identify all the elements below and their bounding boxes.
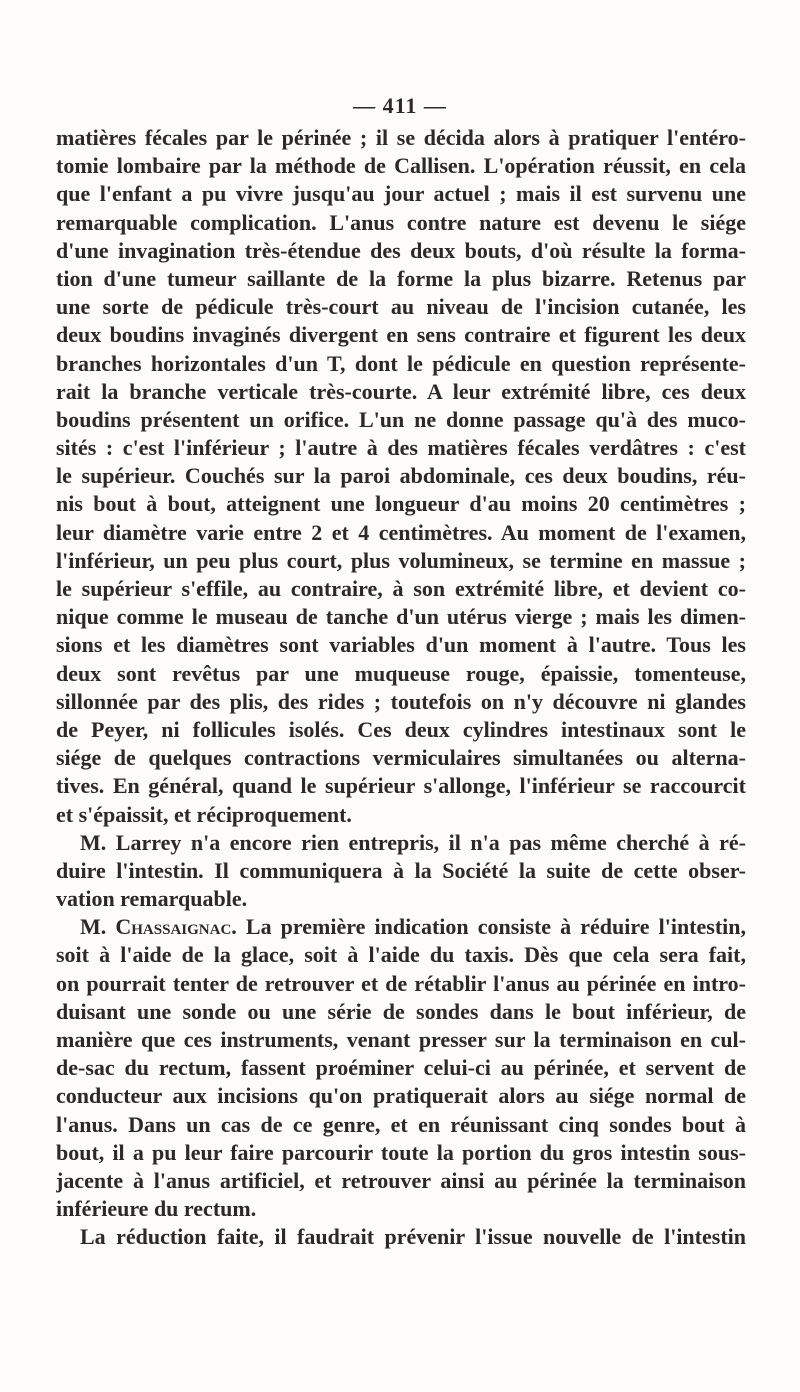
text-line: tomie lombaire par la méthode de Callisen. L'opération réussit, en cela [56,153,746,179]
text-line: de Peyer, ni follicules isolés. Ces deux cylindres intestinaux sont le [56,716,746,742]
text-line: le supérieur s'effile, au contraire, à son extrémité libre, et devient co- [56,576,746,601]
text-line: sités : c'est l'inférieur ; l'autre à des matières fécales verdâtres : c'est [56,435,746,461]
text-line: jacente à l'anus artificiel, et retrouver ainsi au périnée la terminaison [56,1167,746,1193]
text-line: conducteur aux incisions qu'on pratiquerait alors au siége normal de [56,1083,746,1109]
text-line: soit à l'aide de la glace, soit à l'aide du taxis. Dès que cela sera fait, [56,942,746,968]
text-line: d'une invagination très-étendue des deux bouts, d'où résulte la forma- [56,237,746,263]
text-line: deux boudins invaginés divergent en sens contraire et figurent les deux [56,322,746,348]
text-line: l'anus. Dans un cas de ce genre, et en réunissant cinq sondes bout à [56,1111,746,1137]
text-line: et s'épaissit, et réciproquement. [56,801,352,827]
text-line: sions et les diamètres sont variables d'un moment à l'autre. Tous les [56,632,746,658]
body-text [56,124,746,1252]
line-text: . La première indication consiste à réduire l'intestin, [231,914,746,940]
text-line: rait la branche verticale très-courte. A leur extrémité libre, ces deux [56,378,746,404]
text-line: matières fécales par le périnée ; il se décida alors à pratiquer l'entéro- [56,125,746,150]
text-line: duire l'intestin. Il communiquera à la Société la suite de cette obser- [56,857,746,883]
text-line: deux sont revêtus par une muqueuse rouge, épaissie, tomenteuse, [56,660,746,686]
text-line: La réduction faite, il faudrait prévenir l'issue nouvelle de l'intestin [80,1224,746,1250]
page-number: — 411 — [353,93,447,118]
text-line: inférieure du rectum. [56,1196,257,1222]
speaker-prefix: M. [80,914,116,940]
text-line: nique comme le museau de tanche d'un utérus vierge ; mais les dimen- [56,604,746,630]
text-line: leur diamètre varie entre 2 et 4 centimètres. Au moment de l'examen, [56,519,746,545]
text-line: siége de quelques contractions vermiculaires simultanées ou alterna- [56,745,746,771]
text-line: le supérieur. Couchés sur la paroi abdominale, ces deux boudins, réu- [56,463,746,489]
text-line: l'inférieur, un peu plus court, plus volumineux, se termine en massue ; [56,547,746,573]
text-line: tives. En général, quand le supérieur s'allonge, l'inférieur se raccourcit [56,773,746,799]
text-line: manière que ces instruments, venant presser sur la terminaison en cul- [56,1027,746,1052]
text-line: nis bout à bout, atteignent une longueur d'au moins 20 centimètres ; [56,491,746,517]
text-line: vation remarquable. [56,886,248,912]
text-line: tion d'une tumeur saillante de la forme la plus bizarre. Retenus par [56,265,746,291]
text-line: on pourrait tenter de retrouver et de rétablir l'anus au périnée en intro- [56,970,746,996]
text-line: remarquable complication. L'anus contre nature est devenu le siége [56,209,746,235]
text-line: branches horizontales d'un T, dont le pédicule en question représente- [56,350,746,376]
text-line: duisant une sonde ou une série de sondes dans le bout inférieur, de [56,998,746,1024]
text-line: boudins présentent un orifice. L'un ne donne passage qu'à des muco- [56,406,746,432]
speaker-name: Chassaignac [115,914,232,940]
text-line: une sorte de pédicule très-court au niveau de l'incision cutanée, les [56,294,746,320]
text-line [56,913,746,941]
text-line: M. Larrey n'a encore rien entrepris, il n'a pas même cherché à ré- [80,829,746,855]
text-line: bout, il a pu leur faire parcourir toute la portion du gros intestin sous- [56,1139,746,1165]
text-line: sillonnée par des plis, des rides ; toutefois on n'y découvre ni glandes [56,688,746,714]
text-line: de-sac du rectum, fassent proéminer celui-ci au périnée, et servent de [56,1055,746,1081]
text-line: que l'enfant a pu vivre jusqu'au jour actuel ; mais il est survenu une [56,181,746,207]
